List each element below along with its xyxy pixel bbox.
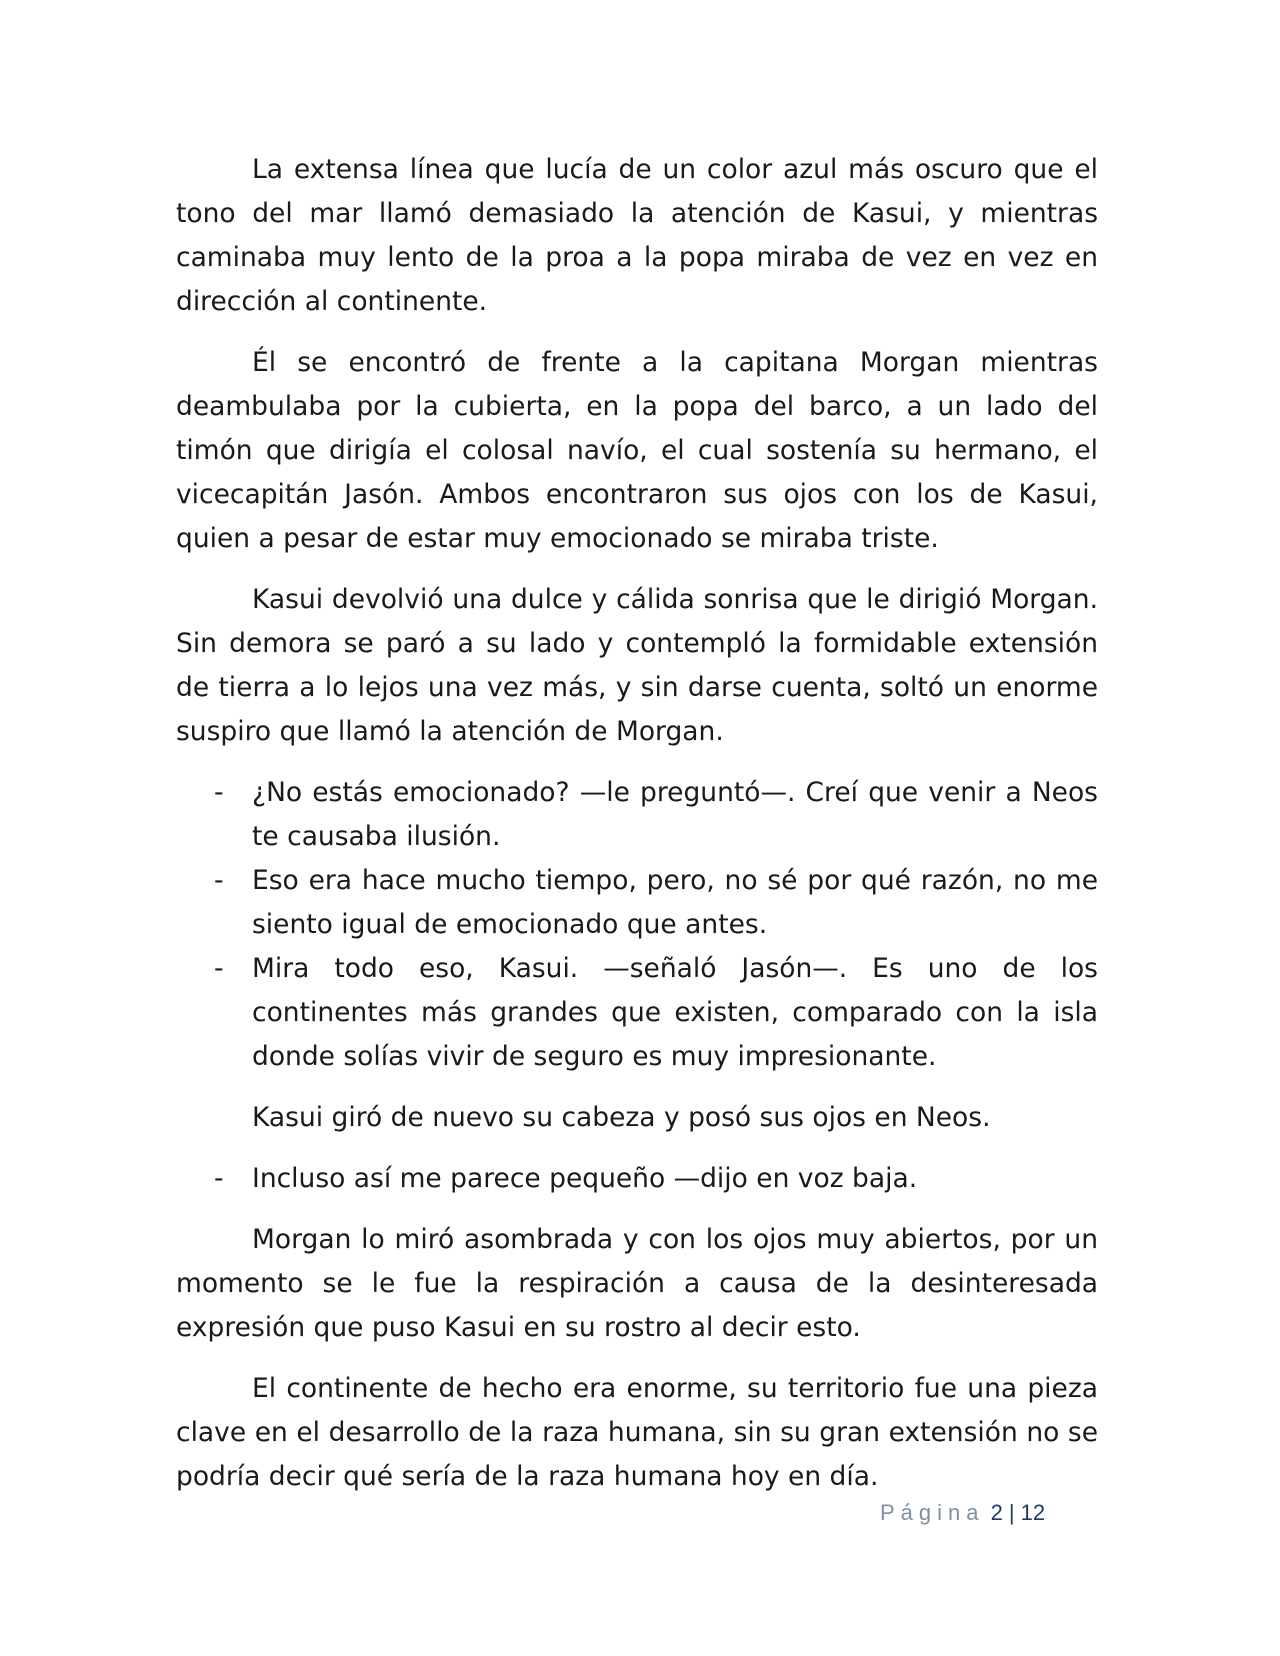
- paragraph-1: La extensa línea que lucía de un color azul más oscuro que el tono del mar llamó demasiado la atención de Kasui, y mientras caminaba muy lento de la proa a la popa miraba de vez en vez en dirección al continente.: [176, 154, 1098, 317]
- dialog-line: [176, 859, 1098, 947]
- page-total: 12: [1020, 1500, 1046, 1525]
- dialog-dash: -: [214, 1163, 224, 1194]
- dialog-text: Eso era hace mucho tiempo, pero, no sé por qué razón, no me siento igual de emocionado que antes.: [252, 865, 1098, 940]
- page-body: [176, 148, 1098, 1516]
- page-number: 2: [990, 1500, 1003, 1525]
- paragraph-3: Kasui devolvió una dulce y cálida sonrisa que le dirigió Morgan. Sin demora se paró a su lado y contempló la formidable extensión de tierra a lo lejos una vez más, y sin darse cuenta, soltó un enorme suspiro que llamó la atención de Morgan.: [176, 584, 1098, 747]
- dialog-dash: -: [214, 953, 224, 984]
- dialog-text: Mira todo eso, Kasui. —señaló Jasón—. Es uno de los continentes más grandes que existen, comparado con la isla donde solías vivir de seguro es muy impresionante.: [252, 953, 1098, 1072]
- dialog-dash: -: [214, 865, 224, 896]
- dialog-line: [176, 1157, 1098, 1201]
- dialog-list-2: [176, 1157, 1098, 1201]
- dialog-dash: -: [214, 777, 224, 808]
- dialog-text: ¿No estás emocionado? —le preguntó—. Creí que venir a Neos te causaba ilusión.: [252, 777, 1098, 852]
- narration-line: Kasui giró de nuevo su cabeza y posó sus ojos en Neos.: [252, 1102, 991, 1133]
- paragraph-5: El continente de hecho era enorme, su territorio fue una pieza clave en el desarrollo de la raza humana, sin su gran extensión no se podría decir qué sería de la raza humana hoy en día.: [176, 1373, 1098, 1492]
- dialog-line: [176, 947, 1098, 1079]
- dialog-list-1: [176, 771, 1098, 1079]
- dialog-text: Incluso así me parece pequeño —dijo en voz baja.: [252, 1163, 918, 1194]
- page-footer: [880, 1500, 1045, 1526]
- page-label: Página: [880, 1500, 985, 1525]
- paragraph-2: Él se encontró de frente a la capitana Morgan mientras deambulaba por la cubierta, en la popa del barco, a un lado del timón que dirigía el colosal navío, el cual sostenía su hermano, el vicecapitán Jasón. Ambos encontraron sus ojos con los de Kasui, quien a pesar de estar muy emocionado se miraba triste.: [176, 347, 1098, 554]
- paragraph-4: Morgan lo miró asombrada y con los ojos muy abiertos, por un momento se le fue la respiración a causa de la desinteresada expresión que puso Kasui en su rostro al decir esto.: [176, 1224, 1098, 1343]
- dialog-line: [176, 771, 1098, 859]
- page-separator: |: [1008, 1500, 1015, 1525]
